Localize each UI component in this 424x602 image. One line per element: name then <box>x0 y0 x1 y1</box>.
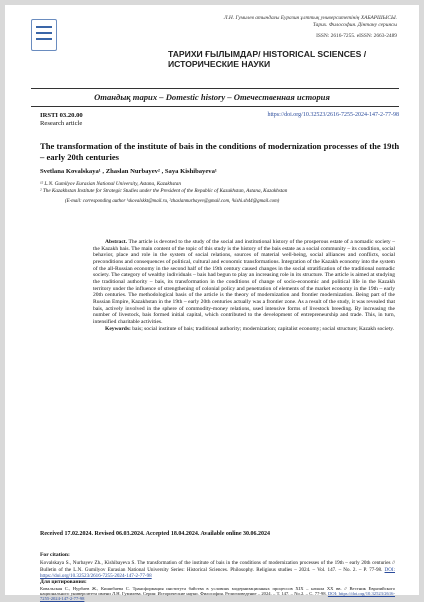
header-issn: ISSN: 2616-7255. eISSN: 2663-2489 <box>316 33 397 39</box>
authors: Svetlana Kovalskaya¹ , Zhaslan Nurbayev² , Saya Kishibayeva¹ <box>40 168 217 175</box>
article-type: Research article <box>40 120 83 127</box>
divider <box>31 106 399 107</box>
abstract-label: Abstract. <box>105 239 128 245</box>
affiliations <box>40 181 395 195</box>
keywords-label: Keywords: <box>105 325 131 332</box>
corresponding-emails: (E-mail: corresponding author ¹skovalskkt@mail.ru, ²zhaslannurbayev@gmail.com, ¹kishi.sh44@gmail.com) <box>65 199 280 204</box>
abstract <box>93 239 395 332</box>
article-title: The transformation of the institute of bais in the conditions of modernization processes of the 19th – early 20th centuries <box>40 141 400 162</box>
keywords-paragraph <box>93 326 395 333</box>
citation-heading-ru: Для цитирования: <box>40 579 87 585</box>
journal-logo <box>31 19 57 51</box>
doi-link[interactable]: https://doi.org/10.32523/2616-7255-2024-147-2-77-98 <box>267 112 399 118</box>
keywords-text: bais; social institute of bais; traditional authority; modernization; capitalist economy; social structure; Kazakh society. <box>132 325 395 332</box>
abstract-text: The article is devoted to the study of the social and institutional history of the prosperous estate of a nomadic society – the Kazakh bais. The main content of the topic of this study is the history of the bais estate as a social community – its condition, social behavior, place and role in the system of social relations, sources of material well-being, social alliances and conflicts, social preconditions and consequences of political, cultural and economic transformations. Integration of the Kazakh economy into the system of the all-Russian economy in the second half of the 19th century caused changes in the social stratification of the traditional nomadic society. The category of wealthy individuals – bais had begun to play an increasing role in its structure. The article is aimed at studying the traditional authority – bais, its transformation in the conditions of change of socio-economic and political life in the Kazakh territory under the influence of strengthening of colonial policy and penetration of elements of the market economy in the 19th – early 20th centuries. The methodological basis of the article is the theory of modernization and frontier modernization. Being part of the Russian Empire, Kazakhstan in the 19th – early 20th centuries actually was a frontier zone. As a result of the study, it was revealed that bais, actively involved in the sphere of commodity-money relations, used intensive forms of livestock breeding. By increasing the number of livestock, bais formed initial capital, which contributed to the development of entrepreneurship and trade. This, in turn, intensified charitable activities. <box>93 239 395 325</box>
journal-page <box>5 5 419 602</box>
irsti-code: IRSTI 03.20.00 <box>40 112 83 119</box>
citation-ru-doi[interactable]: DOI: https://doi.org/10.32523/2616-7255-2024-147-2-77-98 <box>40 591 395 602</box>
header-publisher-lines <box>97 15 397 29</box>
citation-ru-text: Ковальская С., Нурбаев Ж., Кишибаева С. Трансформация института байства в условиях модернизационных процессов XIX – начала XX вв. // Вестник Евразийского национального университета имени Л.Н. Гумилева. Серия: Исторические науки. Философия. Религиоведение – 2024. – Т. 147. – No.2. – С. 77-98. <box>40 586 395 597</box>
header-line: Л.Н. Гумилев атындағы Еуразия ұлттық университетінің ХАБАРШЫСЫ. <box>223 15 397 21</box>
divider <box>31 88 399 89</box>
citation-heading-en: For citation: <box>40 552 70 558</box>
citation-en <box>40 560 395 580</box>
citation-en-text: Kovalskaya S., Nurbayev Zh., Kishibayeva S. The transformation of the institute of bais in the conditions of modernization processes of the 19th – early 20th centuries // Bulletin of the L.N. Gumilyov Eurasian National University Series: Historical Sciences. Philosophy. Religious studies – 2024. – Vol. 147. – No. 2. – P. 77-98. <box>40 560 395 573</box>
affiliation: ² The Kazakhstan Institute for Strategic Studies under the President of the Republic of Kazakhstan, Astana, Kazakhstan <box>40 188 288 194</box>
citation-en-doi[interactable]: DOI: https://doi.org/10.32523/2616-7255-2024-147-2-77-98 <box>40 566 395 580</box>
journal-title: ТАРИХИ ҒЫЛЫМДАР/ HISTORICAL SCIENCES / ИСТОРИЧЕСКИЕ НАУКИ <box>168 49 367 69</box>
abstract-paragraph <box>93 239 395 326</box>
header-line: Тарих. Философия. Дінтану сериясы <box>312 22 397 28</box>
section-heading: Отандық тарих – Domestic history – Отечественная история <box>94 92 330 102</box>
received-dates: Received 17.02.2024. Revised 06.03.2024. Accepted 18.04.2024. Available online 30.06.2024 <box>40 531 271 537</box>
affiliation: ¹² L.N. Gumilyov Eurasian National University, Astana, Kazakhstan <box>40 181 181 187</box>
citation-ru <box>40 586 395 602</box>
